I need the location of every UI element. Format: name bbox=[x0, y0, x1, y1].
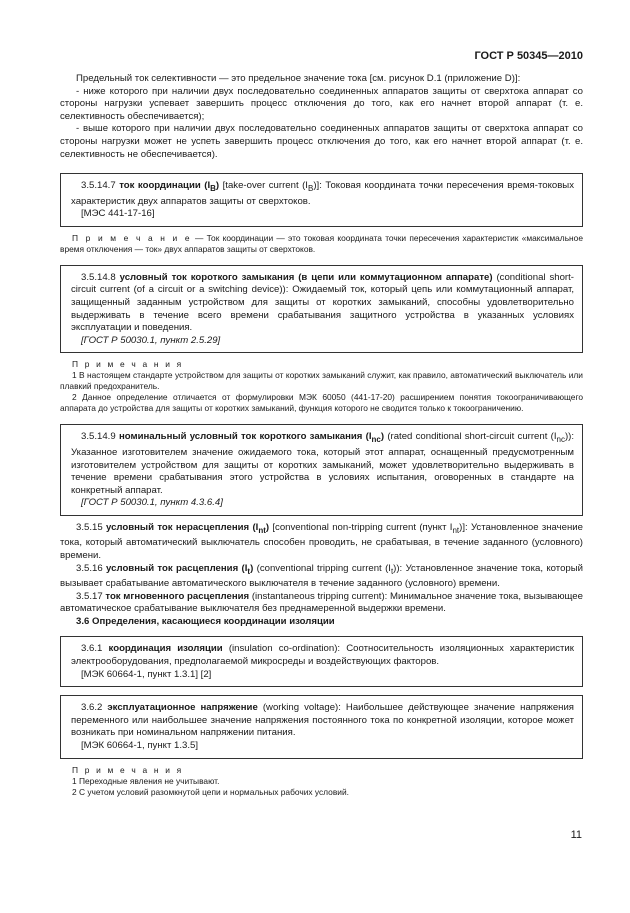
note-block-1: П р и м е ч а н и е — Ток координации — это токовая координата точки пересечения характеристик «максимальное время отключения — ток» двух аппаратов защиты от сверхтоков. bbox=[60, 232, 583, 254]
document-header: ГОСТ Р 50345—2010 bbox=[474, 50, 583, 62]
definition-box-3-5-14-8 bbox=[60, 265, 583, 354]
definition-box-3-5-14-9 bbox=[60, 424, 583, 515]
definition-reference: [ГОСТ Р 50030.1, пункт 2.5.29] bbox=[81, 334, 221, 346]
intro-item-below: - ниже которого при наличии двух последовательно соединенных аппаратов защиты от сверхтока аппарат со стороны нагрузки успевает завершить процесс отключения до того, как его начнет второй аппарат (т. е. селективность обеспечивается); bbox=[60, 85, 583, 122]
definition-box-3-6-2 bbox=[60, 695, 583, 758]
definition-text: 3.5.14.9 номинальный условный ток короткого замыкания $(I_{nc})$ (rated conditional short-circuit current $(I_{nc})$): Указанное изготовителем значение ожидаемого тока, который этот аппарат, оснащенный предусмотренным изготовителем устройством для защиты от коротких замыканий, может удовлетворительно выдерживать в течение времени срабатывания этого устройства в условиях испытания, оговоренных в стандарте на конкретный аппарат. bbox=[71, 431, 575, 496]
definition-reference: [МЭК 60664-1, пункт 1.3.5] bbox=[81, 740, 199, 751]
definition-reference: [ГОСТ Р 50030.1, пункт 4.3.6.4] bbox=[81, 497, 223, 509]
section-heading-3-6: 3.6 Определения, касающиеся координации изоляции bbox=[76, 615, 335, 627]
note-item: 1 В настоящем стандарте устройством для защиты от коротких замыканий служит, как правило, автоматический выключатель или плавкий предохранитель. bbox=[60, 370, 583, 392]
page-number: 11 bbox=[570, 829, 582, 841]
definition-text: 3.5.14.7 ток координации $(I_B)$ [take-over current $(I_B)$]: Токовая координата точки пересечения время-токовых характеристик двух аппаратов защиты от сверхтоков. bbox=[71, 180, 574, 207]
definition-reference: [МЭС 441-17-16] bbox=[81, 208, 155, 220]
definition-term: условный ток расцепления bbox=[106, 562, 239, 574]
definition-term: ток мгновенного расцепления bbox=[105, 590, 250, 602]
definition-term: номинальный условный ток короткого замыкания bbox=[118, 431, 363, 443]
document-body bbox=[60, 73, 583, 798]
definition-term: условный ток нерасцепления bbox=[105, 521, 250, 533]
definition-3-5-16: 3.5.16 условный ток расцепления $(I_t)$ (conventional tripping current $(I_t)$): Установленное значение тока, который вызывает срабатывание автоматического выключателя в течение заданного (условного) времени. bbox=[60, 562, 584, 590]
definition-3-5-15: 3.5.15 условный ток нерасцепления $(I_{nt})$ [conventional non-tripping current (пункт $I_{nt}$)]: Установленное значение тока, который автоматический выключатель способен проводить, не срабатывая, в течение заданного (условного) времени. bbox=[60, 521, 583, 561]
definition-box-3-5-14-7 bbox=[60, 173, 583, 227]
note-item: 2 С учетом условий разомкнутой цепи и нормальных рабочих условий. bbox=[72, 786, 349, 797]
note-item: 1 Переходные явления не учитывают. bbox=[72, 775, 220, 786]
note-heading: П р и м е ч а н и е bbox=[72, 232, 192, 243]
definition-text: 3.5.14.8 условный ток короткого замыкания (в цепи или коммутационном аппарате) (conditional short-circuit current (of a circuit or a switching device)): Ожидаемый ток, который цепь или коммутационный аппарат, защищенный заданным устройством для защиты от коротких замыканий, способны удовлетворительно выдерживать в течение всего времени срабатывания защитного устройства в указанных условиях эксплуатации и поведения. bbox=[71, 271, 574, 334]
note-item: 2 Данное определение отличается от формулировки МЭК 60050 (441-17-20) расширением понятия токоограничивающего аппарата до устройства для защиты от коротких замыканий, функция которого не сводится только к токоограничению. bbox=[60, 392, 583, 414]
definition-3-5-17: 3.5.17 ток мгновенного расцепления (instantaneous tripping current): Минимальное значение тока, вызывающее автоматическое срабатывание выключателя без преднамеренной выдержки времени. bbox=[60, 590, 583, 615]
note-block-3 bbox=[60, 765, 583, 798]
definition-term: условный ток короткого замыкания (в цепи или коммутационном аппарате) bbox=[119, 271, 493, 283]
definition-term: координация изоляции bbox=[108, 643, 223, 655]
definition-term: ток координации bbox=[119, 180, 201, 192]
note-heading: П р и м е ч а н и я bbox=[72, 764, 184, 775]
definition-text: 3.6.1 координация изоляции (insulation co-ordination): Соотносительность изоляционных характеристик электрооборудования, предполагаемой микросреды и воздействующих факторов. bbox=[71, 643, 574, 668]
definition-box-3-6-1 bbox=[60, 636, 583, 687]
definition-term: эксплуатационное напряжение bbox=[107, 702, 258, 714]
definition-text: 3.6.2 эксплуатационное напряжение (working voltage): Наибольшее действующее значение напряжения переменного или наибольшее значение напряжения постоянного тока по конкретной изоляции, которое может возникать при номинальном напряжении питания. bbox=[71, 702, 575, 739]
definition-reference: [МЭК 60664-1, пункт 1.3.1] [2] bbox=[81, 668, 212, 680]
intro-item-above: - выше которого при наличии двух последовательно соединенных аппаратов защиты от сверхтока аппарат со стороны нагрузки может не успеть завершить процесс отключения до того, как его начнет второй аппарат (т. е. селективность не обеспечивается). bbox=[60, 123, 583, 160]
note-heading: П р и м е ч а н и я bbox=[72, 359, 184, 370]
intro-paragraph: Предельный ток селективности — это предельное значение тока [см. рисунок D.1 (приложение D)]: bbox=[76, 73, 521, 84]
note-block-2 bbox=[60, 359, 583, 414]
